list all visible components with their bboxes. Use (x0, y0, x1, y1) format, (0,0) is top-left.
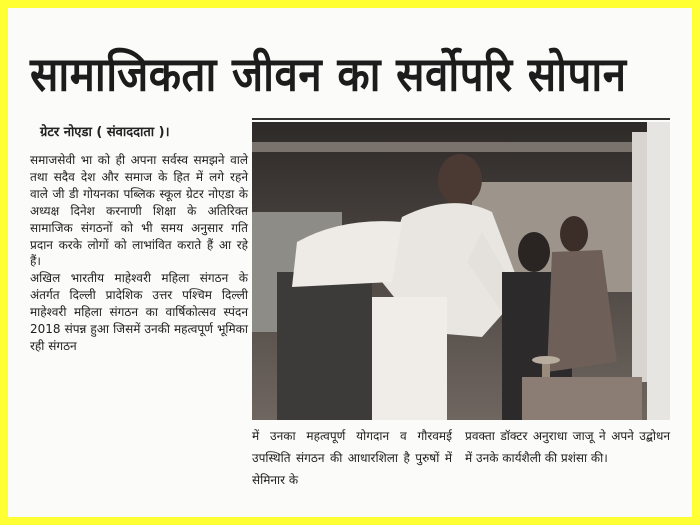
dateline: ग्रेटर नोएडा ( संवाददाता )। (40, 125, 170, 140)
article-paragraph: समाजसेवी भा को ही अपना सर्वस्व समझने वाले तथा सदैव देश और समाज के हित में लगे रहने वाले जी डी गोयनका पब्लिक स्कूल ग्रेटर नोएडा के अध्यक्ष दिनेश करनाणी शिक्षा के अतिरिक्त सामाजिक संगठनों को भी समय अनुसार गति प्रदान करके लोगों को लाभांवित कराते हैं आ रहे हैं। (30, 153, 248, 269)
article-column-1 (30, 152, 248, 355)
article-column-3: प्रवक्ता डॉक्टर अनुराधा जाजू ने अपने उद्बोधन में उनके कार्यशैली की प्रशंसा की। (465, 429, 670, 465)
photo-top-rule (252, 118, 670, 120)
article-column-2: में उनका महत्वपूर्ण योगदान व गौरवमई उपस्थिति संगठन की आधारशिला है पुरुषों में सेमिनार के (252, 429, 452, 487)
lamp-lighting-ceremony-photo-icon (252, 122, 670, 420)
headline: सामाजिकता जीवन का सर्वोपरि सोपान (30, 47, 627, 102)
article-paragraph: अखिल भारतीय माहेश्वरी महिला संगठन के अंतर्गत दिल्ली प्रादेशिक उत्तर पश्चिम दिल्ली माहेश्वरी महिला संगठन का वार्षिकोत्सव स्पंदन 2018 संपन्न हुआ जिसमें उनकी महत्वपूर्ण भूमिका रही संगठन (30, 271, 248, 353)
event-photo (252, 122, 670, 420)
